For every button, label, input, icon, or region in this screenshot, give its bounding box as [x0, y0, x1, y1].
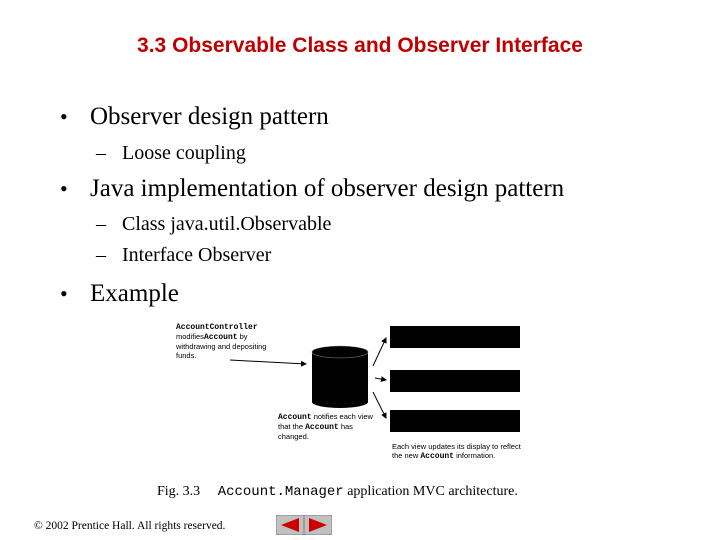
- subbullet-dash: –: [96, 244, 106, 266]
- controller-caption-text: modifies: [176, 332, 204, 341]
- copyright-symbol: ©: [34, 520, 43, 532]
- view-caption-text2: information.: [456, 451, 496, 460]
- view-caption: [392, 442, 522, 461]
- account-caption-text: notifies each view that the: [278, 412, 373, 431]
- account-to-view2-arrow: [375, 378, 386, 380]
- subbullet-text: Class java.util.Observable: [122, 213, 332, 235]
- copyright-footer: [34, 520, 225, 532]
- view-window-3: [390, 410, 520, 432]
- account-class-name: Account: [203, 333, 238, 342]
- controller-caption: [176, 322, 288, 360]
- figure-number: Fig. 3.3: [157, 484, 201, 499]
- subbullet-text: Loose coupling: [122, 142, 246, 164]
- view-window-2: [390, 370, 520, 392]
- account-class-name: Account: [278, 413, 312, 422]
- mvc-architecture-figure: [170, 318, 530, 474]
- figure-caption: [157, 484, 518, 500]
- slide-title: 3.3 Observable Class and Observer Interface: [137, 34, 583, 57]
- bullet-dot: •: [60, 176, 68, 201]
- previous-slide-button[interactable]: [276, 515, 304, 535]
- bullet-text: Java implementation of observer design pattern: [90, 175, 565, 202]
- bullet-dot: •: [60, 281, 68, 306]
- caption-text: application MVC architecture.: [347, 484, 518, 499]
- controller-to-account-arrow: [230, 360, 306, 364]
- view-window-1: [390, 326, 520, 348]
- subbullet-dash: –: [96, 213, 106, 235]
- controller-caption-text2: by withdrawing and depositing funds.: [176, 332, 267, 360]
- account-database-icon: [312, 346, 368, 408]
- subbullet-dash: –: [96, 142, 106, 164]
- bullet-text: Observer design pattern: [90, 103, 329, 130]
- account-to-view1-arrow: [373, 338, 386, 366]
- account-caption-text2: has changed.: [278, 422, 353, 441]
- account-class-name: Account: [305, 423, 339, 432]
- copyright-text: 2002 Prentice Hall. All rights reserved.: [45, 520, 226, 532]
- subbullet-text: Interface Observer: [122, 244, 272, 266]
- view-caption-text: Each view updates its display to reflect the new: [392, 442, 521, 460]
- account-class-name: Account: [420, 452, 454, 461]
- bullet-dot: •: [60, 104, 68, 129]
- account-caption: [278, 412, 382, 441]
- controller-class-name: AccountController: [176, 323, 258, 332]
- caption-code: Account.Manager: [217, 484, 344, 500]
- next-slide-button[interactable]: [304, 515, 332, 535]
- bullet-text: Example: [90, 280, 179, 307]
